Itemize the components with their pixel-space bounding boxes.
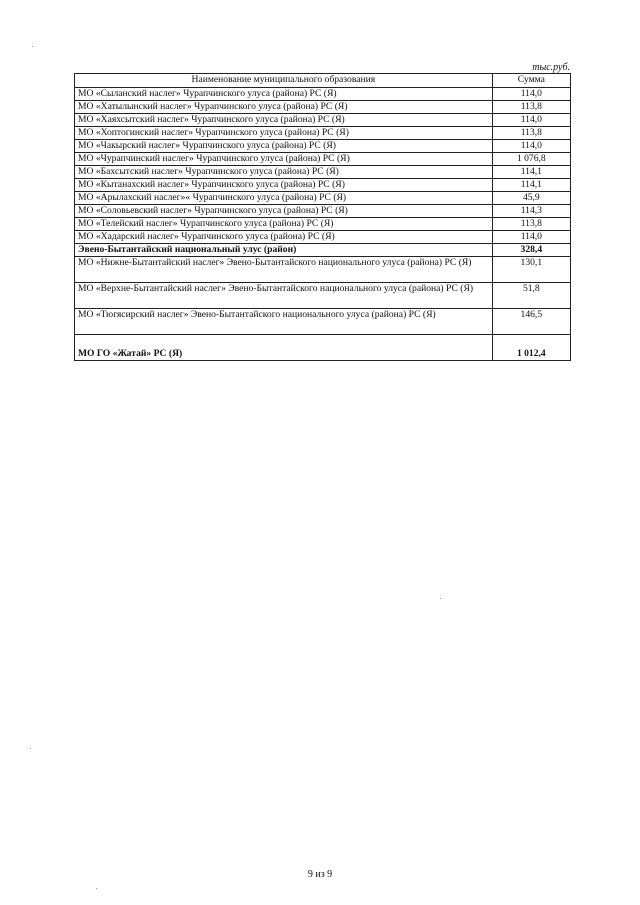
row-sum: 328,4 [492,244,570,257]
row-name: МО «Чурапчинский наслег» Чурапчинского улуса (района) РС (Я) [75,153,493,166]
table-row [75,283,571,309]
row-name: МО «Нижне-Бытантайский наслег» Эвено-Бытантайского национального улуса (района) РС (Я) [75,257,493,283]
row-sum: 114,0 [492,114,570,127]
row-name: МО «Чакырский наслег» Чурапчинского улуса (района) РС (Я) [75,140,493,153]
row-name: МО «Хаяхсытский наслег» Чурапчинского улуса (района) РС (Я) [75,114,493,127]
unit-label: тыс.руб. [532,62,570,73]
table-row-total [75,335,571,361]
table-row [75,192,571,205]
row-sum: 114,0 [492,231,570,244]
row-name: МО «Хоптогинский наслег» Чурапчинского улуса (района) РС (Я) [75,127,493,140]
table-row [75,140,571,153]
row-sum: 114,0 [492,88,570,101]
row-sum: 45,9 [492,192,570,205]
table-row [75,231,571,244]
row-name: МО ГО «Жатай» РС (Я) [75,335,493,361]
table-row [75,309,571,335]
row-sum: 113,8 [492,218,570,231]
row-sum: 51,8 [492,283,570,309]
scan-speck [96,888,97,889]
budget-table [74,73,571,361]
row-name: МО «Арылахский наслег»« Чурапчинского улуса (района) РС (Я) [75,192,493,205]
row-name: МО «Верхне-Бытантайский наслег» Эвено-Бытантайского национального улуса (района) РС (Я) [75,283,493,309]
row-name: МО «Кытанахский наслег» Чурапчинского улуса (района) РС (Я) [75,179,493,192]
table-row [75,257,571,283]
table-row [75,101,571,114]
scan-speck [30,748,31,749]
table-header-row [75,74,571,88]
row-name: Эвено-Бытантайский национальный улус (район) [75,244,493,257]
table-row [75,205,571,218]
row-name: МО «Сыланский наслег» Чурапчинского улуса (района) РС (Я) [75,88,493,101]
table-row [75,153,571,166]
page-number: 9 из 9 [307,869,333,880]
table-row [75,88,571,101]
row-name: МО «Телейский наслег» Чурапчинского улуса (района) РС (Я) [75,218,493,231]
row-name: МО «Тюгясирский наслег» Эвено-Бытантайского национального улуса (района) РС (Я) [75,309,493,335]
table-row [75,166,571,179]
table-row [75,179,571,192]
row-sum: 114,3 [492,205,570,218]
table-row-subtotal [75,244,571,257]
row-sum: 113,8 [492,101,570,114]
row-name: МО «Хадарский наслег» Чурапчинского улуса (района) РС (Я) [75,231,493,244]
row-sum: 1 012,4 [492,335,570,361]
row-sum: 113,8 [492,127,570,140]
scan-speck [32,46,33,47]
row-name: МО «Соловьевский наслег» Чурапчинского улуса (района) РС (Я) [75,205,493,218]
row-sum: 130,1 [492,257,570,283]
row-sum: 146,5 [492,309,570,335]
row-sum: 114,1 [492,179,570,192]
row-sum: 114,1 [492,166,570,179]
row-name: МО «Хатылынский наслег» Чурапчинского улуса (района) РС (Я) [75,101,493,114]
row-name: МО «Бахсытский наслег» Чурапчинского улуса (района) РС (Я) [75,166,493,179]
table-row [75,127,571,140]
table-row [75,114,571,127]
scan-speck [440,598,441,599]
table-row [75,218,571,231]
row-sum: 114,0 [492,140,570,153]
header-sum: Сумма [492,74,570,88]
header-name: Наименование муниципального образования [75,74,493,88]
row-sum: 1 076,8 [492,153,570,166]
